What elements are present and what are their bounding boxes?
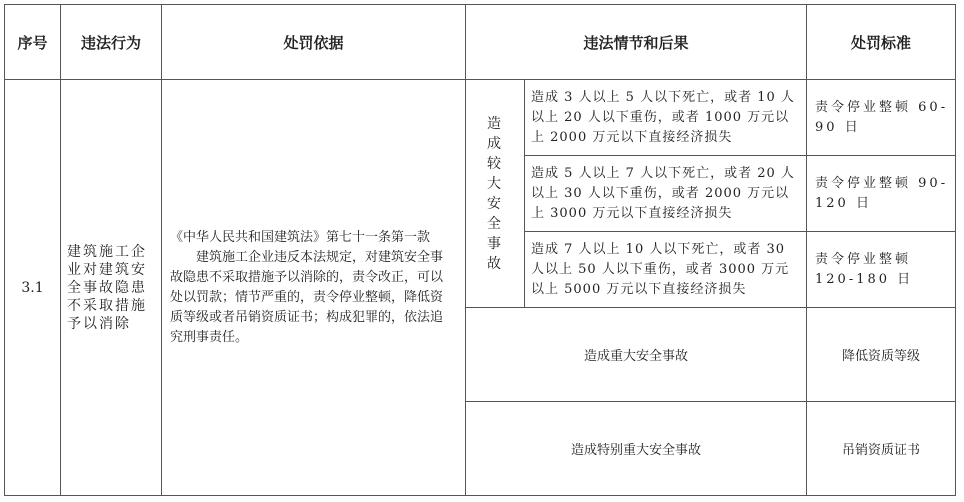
- extra-major-accident-detail: 造成特别重大安全事故: [466, 402, 807, 496]
- basis-text: 建筑施工企业违反本法规定，对建筑安全事故隐患不采取措施予以消除的，责令改正，可以处以罚款；情节严重的，责令停业整顿，降低资质等级或者吊销资质证书；构成犯罪的，依法追究刑事责任。: [170, 249, 444, 345]
- major-accident-standard: 降低资质等级: [807, 308, 956, 402]
- table-row: [5, 80, 956, 156]
- extra-major-accident-standard: 吊销资质证书: [807, 402, 956, 496]
- accident-category: 造成较大安全事故: [466, 80, 525, 308]
- detail-cell: 造成 3 人以上 5 人以下死亡，或者 10 人以上 20 人以下重伤，或者 1000 万元以上 2000 万元以下直接经济损失: [525, 80, 807, 156]
- standard-cell: 责令停业整顿 60-90 日: [807, 80, 956, 156]
- header-standard: 处罚标准: [807, 5, 956, 80]
- header-act: 违法行为: [61, 5, 162, 80]
- major-accident-detail: 造成重大安全事故: [466, 308, 807, 402]
- table-header-row: [5, 5, 956, 80]
- standard-cell: 责令停业整顿 120-180 日: [807, 232, 956, 308]
- standard-cell: 责令停业整顿 90-120 日: [807, 156, 956, 232]
- row-number: 3.1: [5, 80, 61, 496]
- header-no: 序号: [5, 5, 61, 80]
- header-basis: 处罚依据: [162, 5, 466, 80]
- violation-act: 建筑施工企业对建筑安全事故隐患不采取措施予以消除: [61, 80, 162, 496]
- penalty-table: [4, 4, 956, 496]
- header-detail: 违法情节和后果: [466, 5, 807, 80]
- penalty-basis: [162, 80, 466, 496]
- detail-cell: 造成 7 人以上 10 人以下死亡，或者 30 人以上 50 人以下重伤，或者 3000 万元以上 5000 万元以下直接经济损失: [525, 232, 807, 308]
- basis-title: 《中华人民共和国建筑法》第七十一条第一款: [170, 229, 431, 245]
- detail-cell: 造成 5 人以上 7 人以下死亡，或者 20 人以上 30 人以下重伤，或者 2000 万元以上 3000 万元以下直接经济损失: [525, 156, 807, 232]
